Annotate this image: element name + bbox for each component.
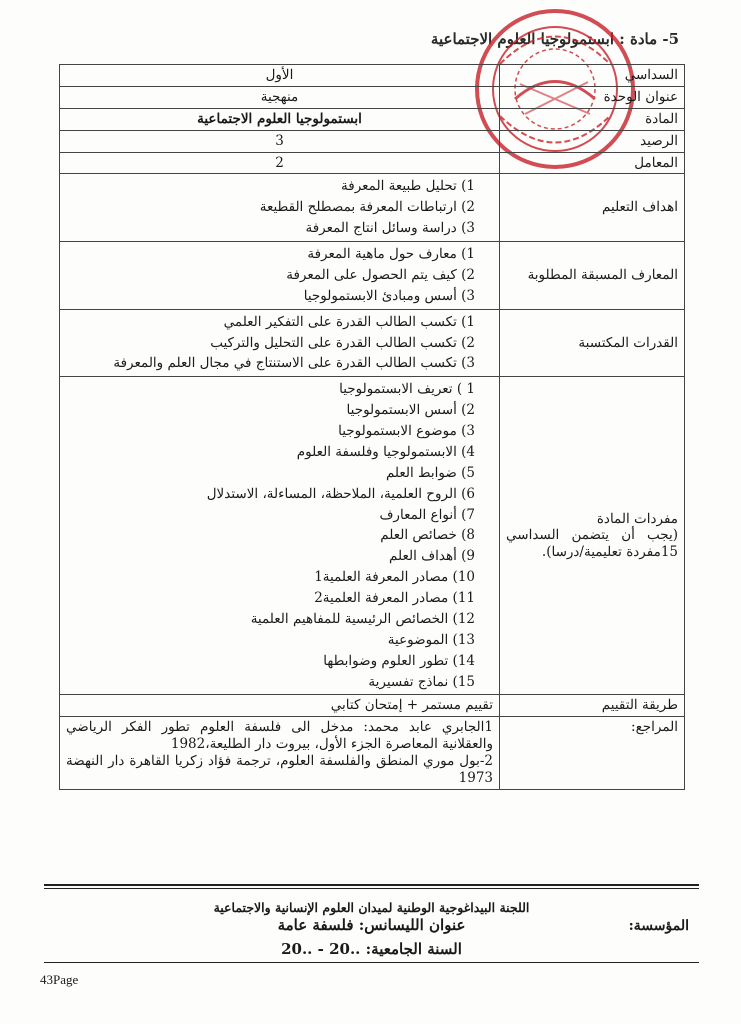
list-item bbox=[66, 442, 475, 463]
evaluation-value: تقييم مستمر + إمتحان كتابي bbox=[60, 695, 500, 717]
list-item bbox=[66, 672, 475, 693]
list-item bbox=[66, 218, 475, 239]
content-label: مفردات المادة bbox=[596, 510, 678, 527]
list-item-number: 9) bbox=[461, 548, 475, 565]
list-item-text: موضوع الابستمولوجيا bbox=[338, 423, 457, 439]
row-subject bbox=[60, 108, 685, 130]
footer-committee: اللجنة البيداغوجية الوطنية لميدان العلوم الإنسانية والاجتماعية bbox=[213, 900, 530, 915]
reference-item: 1الجابري عابد محمد: مدخل الى فلسفة العلوم تطور الفكر الرياضي والعقلانية المعاصرة الجزء الأول، بيروت دار الطليعة،1982 bbox=[66, 719, 493, 753]
list-item-number: 6) bbox=[461, 485, 475, 502]
list-item-number: 3) bbox=[461, 287, 475, 304]
list-item bbox=[66, 651, 475, 672]
list-item-number: 1) bbox=[461, 178, 475, 195]
list-item-number: 1) bbox=[461, 313, 475, 330]
row-prerequisites bbox=[60, 242, 685, 310]
list-item-text: تطور العلوم وضوابطها bbox=[323, 652, 449, 669]
goals-cell bbox=[60, 174, 500, 242]
credit-value: 3 bbox=[60, 130, 500, 152]
prerequisites-cell bbox=[60, 242, 500, 310]
list-item-text: ارتباطات المعرفة بمصطلح القطيعة bbox=[259, 199, 457, 216]
list-item-text: ضوابط العلم bbox=[385, 464, 457, 481]
list-item-number: 1) bbox=[461, 246, 475, 262]
row-credit bbox=[60, 130, 685, 152]
list-item bbox=[66, 567, 475, 588]
list-item-text: الموضوعية bbox=[387, 631, 449, 648]
goals-list bbox=[66, 176, 493, 239]
evaluation-label: طريقة التقييم bbox=[500, 695, 685, 717]
row-goals bbox=[60, 174, 685, 242]
list-item-text: تكسب الطالب القدرة على الاستنتاج في مجال العلم والمعرفة bbox=[113, 355, 457, 372]
list-item-number: 2) bbox=[461, 266, 475, 283]
row-evaluation bbox=[60, 695, 685, 717]
row-unit bbox=[60, 86, 685, 108]
course-table bbox=[59, 64, 685, 790]
list-item-text: مصادر المعرفة العلمية1 bbox=[314, 569, 449, 586]
list-item-text: أسس الابستمولوجيا bbox=[346, 402, 457, 419]
list-item bbox=[66, 244, 475, 265]
list-item-number: 8) bbox=[461, 527, 475, 544]
footer-divider bbox=[44, 962, 699, 963]
list-item-text: خصائص العلم bbox=[380, 527, 457, 544]
list-item bbox=[66, 286, 475, 307]
list-item-text: الابستمولوجيا وفلسفة العلوم bbox=[296, 443, 457, 460]
references-label: المراجع: bbox=[500, 717, 685, 790]
goals-label: اهداف التعليم bbox=[500, 174, 685, 242]
reference-item: 2-بول موري المنطق والفلسفة العلوم، ترجمة فؤاد زكريا القاهرة دار النهضة 1973 bbox=[66, 753, 493, 786]
subject-value: ابستمولوجيا العلوم الاجتماعية bbox=[60, 108, 500, 130]
semester-value: الأول bbox=[60, 65, 500, 87]
row-coefficient bbox=[60, 152, 685, 174]
subject-label: المادة bbox=[500, 108, 685, 130]
coefficient-value: 2 bbox=[60, 152, 500, 174]
list-item-text: معارف حول ماهية المعرفة bbox=[307, 246, 457, 262]
list-item bbox=[66, 421, 475, 442]
list-item-number: 15) bbox=[452, 673, 475, 690]
footer-divider bbox=[44, 884, 699, 886]
list-item bbox=[66, 265, 475, 286]
list-item bbox=[66, 609, 475, 630]
list-item-text: كيف يتم الحصول على المعرفة bbox=[286, 266, 457, 283]
footer-license-title: عنوان الليسانس: فلسفة عامة bbox=[277, 916, 466, 934]
list-item-text: الخصائص الرئيسية للمفاهيم العلمية bbox=[250, 610, 449, 627]
list-item bbox=[66, 176, 475, 197]
list-item bbox=[66, 400, 475, 421]
skills-label: القدرات المكتسبة bbox=[500, 309, 685, 377]
list-item-text: دراسة وسائل انتاج المعرفة bbox=[305, 220, 457, 237]
skills-list bbox=[66, 312, 493, 375]
list-item-text: أهداف العلم bbox=[389, 548, 457, 565]
list-item-number: 10) bbox=[452, 569, 475, 586]
list-item-text: تكسب الطالب القدرة على التحليل والتركيب bbox=[210, 334, 457, 351]
list-item-number: 2) bbox=[461, 402, 475, 419]
list-item-number: 11) bbox=[452, 590, 475, 606]
list-item-text: تحليل طبيعة المعرفة bbox=[341, 178, 457, 195]
list-item-number: 3) bbox=[461, 220, 475, 237]
list-item bbox=[66, 588, 475, 609]
row-semester bbox=[60, 65, 685, 87]
list-item bbox=[66, 463, 475, 484]
list-item-text: أنواع المعارف bbox=[379, 506, 457, 523]
list-item bbox=[66, 546, 475, 567]
credit-label: الرصيد bbox=[500, 130, 685, 152]
references-cell bbox=[60, 717, 500, 790]
list-item-number: 1 ) bbox=[456, 381, 475, 398]
list-item-number: 4) bbox=[461, 443, 475, 460]
list-item-number: 3) bbox=[461, 423, 475, 439]
list-item bbox=[66, 312, 475, 333]
list-item-number: 3) bbox=[461, 355, 475, 372]
list-item-text: نماذج تفسيرية bbox=[368, 673, 449, 690]
list-item-number: 7) bbox=[461, 506, 475, 523]
unit-value: منهجية bbox=[60, 86, 500, 108]
footer-institution-label: المؤسسة: bbox=[628, 918, 689, 934]
skills-cell bbox=[60, 309, 500, 377]
list-item bbox=[66, 484, 475, 505]
list-item-number: 2) bbox=[461, 334, 475, 351]
prerequisites-label: المعارف المسبقة المطلوبة bbox=[500, 242, 685, 310]
content-cell bbox=[60, 377, 500, 695]
list-item bbox=[66, 379, 475, 400]
content-list bbox=[66, 379, 493, 692]
subject-heading: 5- مادة : ابستمولوجيا العلوم الاجتماعية bbox=[430, 30, 679, 48]
row-skills bbox=[60, 309, 685, 377]
list-item-text: الروح العلمية، الملاحظة، المساءلة، الاستدلال bbox=[206, 485, 457, 502]
content-note: (يجب أن يتضمن السداسي 15مفردة تعليمية/درسا). bbox=[506, 527, 678, 561]
prerequisites-list bbox=[66, 244, 493, 307]
list-item-number: 12) bbox=[452, 610, 475, 627]
footer-academic-year: السنة الجامعية: ..20 - ..20 bbox=[281, 940, 462, 958]
list-item bbox=[66, 197, 475, 218]
content-label-cell bbox=[500, 377, 685, 695]
list-item-text: أسس ومبادئ الابستمولوجيا bbox=[303, 287, 457, 304]
list-item-text: تعريف الابستمولوجيا bbox=[339, 381, 453, 398]
unit-label: عنوان الوحدة bbox=[500, 86, 685, 108]
list-item-number: 2) bbox=[461, 199, 475, 216]
list-item-text: مصادر المعرفة العلمية2 bbox=[314, 590, 449, 606]
page-number: 43Page bbox=[40, 972, 79, 987]
list-item bbox=[66, 353, 475, 374]
list-item-number: 13) bbox=[452, 631, 475, 648]
list-item bbox=[66, 505, 475, 526]
row-content bbox=[60, 377, 685, 695]
row-references bbox=[60, 717, 685, 790]
list-item bbox=[66, 525, 475, 546]
list-item-number: 14) bbox=[452, 652, 475, 669]
list-item-number: 5) bbox=[461, 464, 475, 481]
semester-label: السداسي bbox=[500, 65, 685, 87]
list-item-text: تكسب الطالب القدرة على التفكير العلمي bbox=[223, 313, 457, 330]
list-item bbox=[66, 333, 475, 354]
coefficient-label: المعامل bbox=[500, 152, 685, 174]
list-item bbox=[66, 630, 475, 651]
footer-divider bbox=[44, 888, 699, 889]
